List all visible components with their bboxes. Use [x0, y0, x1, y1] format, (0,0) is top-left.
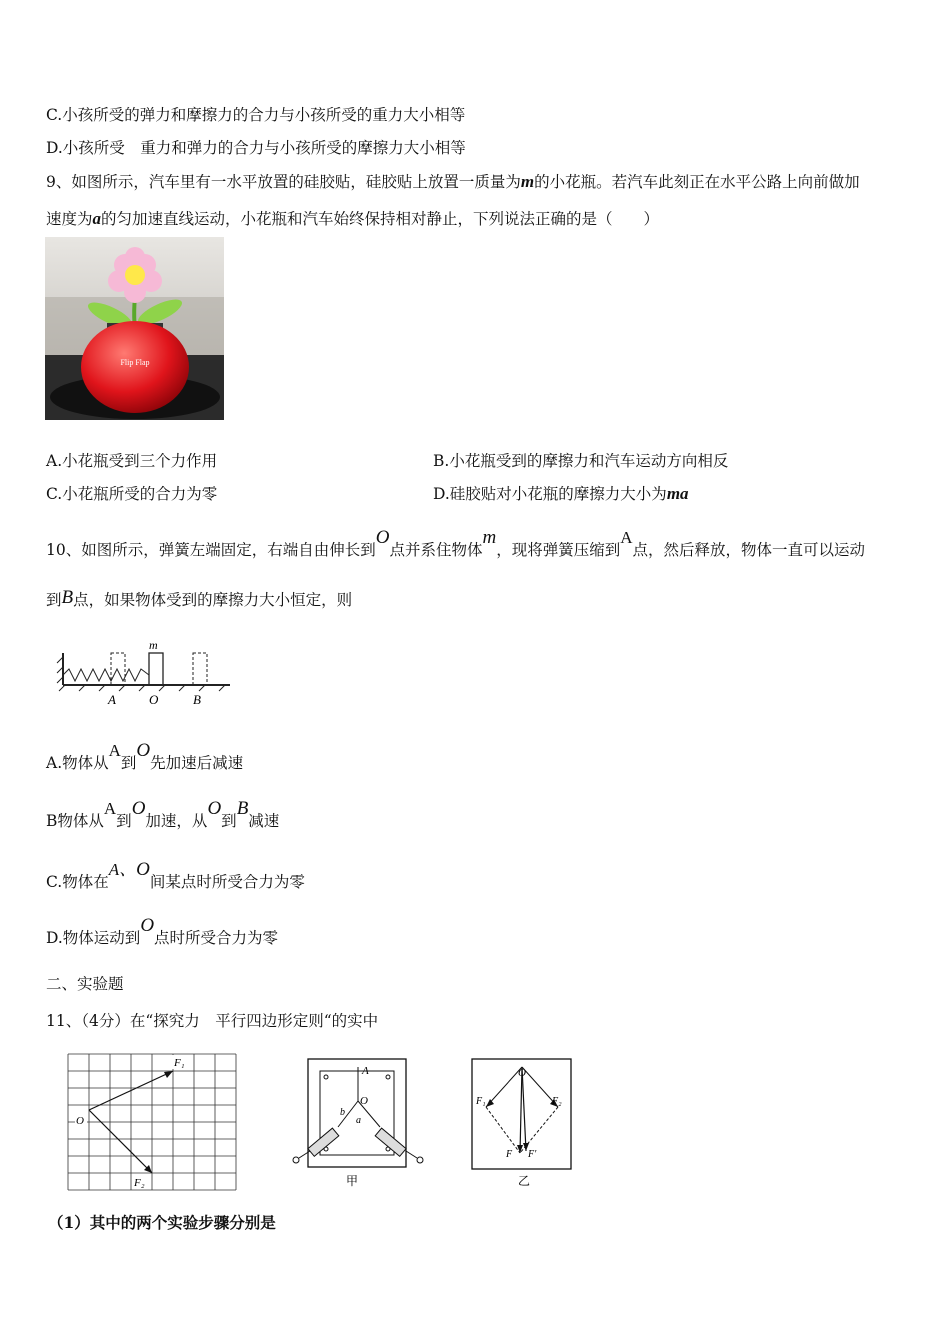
- para-label-f: F: [506, 1149, 513, 1160]
- pot-brand-text: Flip Flap: [120, 358, 150, 367]
- grid-label-o: O: [76, 1115, 84, 1127]
- caption-jia: 甲: [346, 1174, 359, 1188]
- spring-diagram: [45, 625, 245, 715]
- setup-label-a: A: [362, 1065, 369, 1077]
- q11-stem: 11、（4分）在“探究力 平行四边形定则“的实中: [46, 1012, 379, 1030]
- fig-label-a: A: [108, 692, 116, 707]
- q10-option-d: D.物体运动到O点时所受合力为零: [46, 915, 279, 947]
- q9-stem-line1: 9、如图所示，汽车里有一水平放置的硅胶贴，硅胶贴上放置一质量为m的小花瓶。若汽车此刻正在水平公路上向前做加: [46, 172, 860, 191]
- setup-label-b: b: [340, 1107, 345, 1118]
- grid-label-f2: F₂: [134, 1177, 145, 1189]
- para-label-fprime: F′: [528, 1149, 537, 1160]
- q9-option-c: C.小花瓶所受的合力为零: [46, 485, 218, 503]
- q9-stem-line2: 速度为a的匀加速直线运动，小花瓶和汽车始终保持相对静止，下列说法正确的是（ ）: [46, 209, 660, 228]
- force-grid-figure: [62, 1050, 242, 1196]
- q10-option-c: C.物体在A、O间某点时所受合力为零: [46, 859, 305, 891]
- q10-stem-line1: 10、如图所示，弹簧左端固定，右端自由伸长到O点并系住物体m，现将弹簧压缩到A点，然后释放，物体一直可以运动: [46, 527, 866, 559]
- experiment-setup-figure: [286, 1057, 431, 1192]
- setup-label-o: O: [360, 1095, 368, 1107]
- q10-stem-line2: 到B点，如果物体受到的摩擦力大小恒定，则: [46, 587, 353, 609]
- para-label-o: O: [518, 1067, 526, 1079]
- parallelogram-figure: [470, 1057, 575, 1192]
- grid-label-f1: F₁: [174, 1057, 185, 1069]
- para-label-f2: F₂: [552, 1096, 562, 1107]
- flower-pot-photo: [45, 237, 224, 420]
- fig-label-m: m: [149, 638, 158, 652]
- q11-step1: （1）其中的两个实验步骤分别是: [48, 1213, 276, 1232]
- para-label-f1: F₁: [476, 1096, 486, 1107]
- fig-label-o: O: [149, 692, 159, 707]
- q10-option-b: B物体从A到O加速，从O到B减速: [46, 798, 280, 830]
- caption-yi: 乙: [518, 1174, 531, 1188]
- q10-option-a: A.物体从A到O先加速后减速: [46, 740, 244, 772]
- fig-label-b: B: [193, 692, 201, 707]
- q9-option-d: D.硅胶贴对小花瓶的摩擦力大小为ma: [433, 484, 689, 503]
- option-d-q8: D.小孩所受 重力和弹力的合力与小孩所受的摩擦力大小相等: [46, 139, 466, 157]
- section-heading: 二、实验题: [46, 975, 124, 993]
- option-c-q8: C.小孩所受的弹力和摩擦力的合力与小孩所受的重力大小相等: [46, 106, 466, 124]
- q9-option-b: B.小花瓶受到的摩擦力和汽车运动方向相反: [433, 452, 729, 470]
- setup-label-a-small: a: [356, 1115, 361, 1126]
- q9-option-a: A.小花瓶受到三个力作用: [46, 452, 218, 470]
